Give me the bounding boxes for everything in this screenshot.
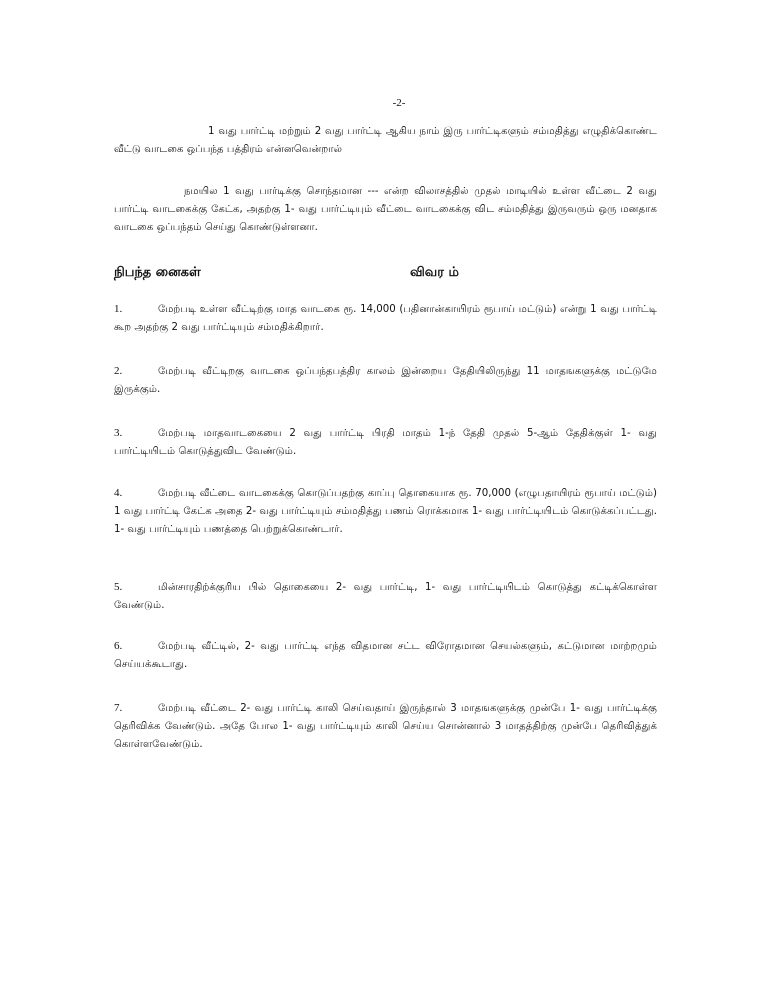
conditions-heading: நிபந்த னைகள் bbox=[114, 265, 201, 280]
clause-4 bbox=[114, 484, 657, 539]
clause-number: 2. bbox=[114, 365, 123, 377]
section-headings bbox=[114, 265, 657, 285]
details-heading: விவர ம் bbox=[410, 265, 459, 280]
intro-paragraph-1: 1 வது பார்ட்டி மற்றும் 2 வது பார்ட்டி ஆகிய நாம் இரு பார்ட்டிகளும் சம்மதித்து எழுதிக்கொண்ட வீட்டு வாடகை ஒப்பந்த பத்திரம் என்னவென்றால் bbox=[114, 126, 657, 155]
page-number: -2- bbox=[392, 97, 406, 109]
clause-number: 4. bbox=[114, 487, 123, 499]
clause-number: 1. bbox=[114, 303, 123, 315]
clause-7 bbox=[114, 699, 657, 754]
intro-paragraph-2: நமயில 1 வது பார்டிக்கு சொந்தமான --- என்ற விலாசத்தில் முதல் மாடியில் உள்ள வீட்டை 2 வது பார்ட்டி வாடகைக்கு கேட்க, அதற்கு 1- வது பார்ட்டியும் வீட்டை வாடகைக்கு விட சம்மதித்து இருவரும் ஒரு மனதாக வாடகை ஒப்பந்தம் செய்து கொண்டுள்ளனா. bbox=[114, 186, 657, 233]
clause-number: 6. bbox=[114, 640, 123, 652]
clause-2 bbox=[114, 362, 657, 399]
clause-3 bbox=[114, 424, 657, 461]
clause-text: மேற்படி உள்ள வீட்டிற்கு மாத வாடகை ரூ. 14,000 (பதினான்காயிரம் ரூபாய் மட்டும்) என்று 1 வது பார்ட்டி கூற அதற்கு 2 வது பார்ட்டியும் சம்மதிக்கிறார். bbox=[114, 304, 657, 333]
clause-number: 5. bbox=[114, 581, 123, 593]
clause-text: மேற்படி வீட்டை 2- வது பார்ட்டி காலி செய்வதாய் இருந்தால் 3 மாதஙகளுக்கு முன்பே 1- வது பார்ட்டிக்கு தெரிவிக்க வேண்டும். அதே போல 1- வது பார்ட்டியும் காலி செய்ய சொன்னால் 3 மாதத்திற்கு முன்பே தெரிவித்துக் கொள்ளவேண்டும். bbox=[114, 703, 657, 750]
clause-1 bbox=[114, 300, 657, 337]
clause-text: மேற்படி வீட்டிறகு வாடகை ஒப்பந்தபத்திர காலம் இன்றைய தேதியிலிருந்து 11 மாதஙகளுக்கு மட்டுமே இருக்கும். bbox=[114, 366, 657, 395]
clause-5 bbox=[114, 578, 657, 615]
clause-number: 7. bbox=[114, 702, 123, 714]
clause-number: 3. bbox=[114, 427, 123, 439]
clause-6 bbox=[114, 637, 657, 674]
clause-text: மேற்படி வீட்டில், 2- வது பார்ட்டி எந்த விதமான சட்ட விரோதமான செயல்களும், கட்டுமான மாற்றமும் செய்யக்கூடாது. bbox=[114, 641, 657, 670]
clause-text: மேற்படி வீட்டை வாடகைக்கு கொடுப்பதற்கு காப்பு தொகையாக ரூ. 70,000 (எழுபதாயிரம் ரூபாய் மட்டும்) 1 வது பார்ட்டி கேட்க அதை 2- வது பார்ட்டியும் சம்மதித்து பணம் ரொக்கமாக 1- வது பார்ட்டியிடம் கொடுக்கப்பட்டது. 1- வது பார்ட்டியும் பணத்தை பெற்றுக்கொண்டார். bbox=[114, 488, 657, 535]
clause-text: மின்சாரதிற்க்குரிய பில் தொகையை 2- வது பார்ட்டி, 1- வது பார்ட்டியிடம் கொடுத்து கட்டிக்கொள்ள வேண்டும். bbox=[114, 582, 657, 611]
clause-text: மேற்படி மாதவாடகையை 2 வது பார்ட்டி பிரதி மாதம் 1-ந் தேதி முதல் 5-ஆம் தேதிக்குள் 1- வது பார்ட்டியிடம் கொடுத்துவிட வேண்டும். bbox=[114, 428, 657, 457]
